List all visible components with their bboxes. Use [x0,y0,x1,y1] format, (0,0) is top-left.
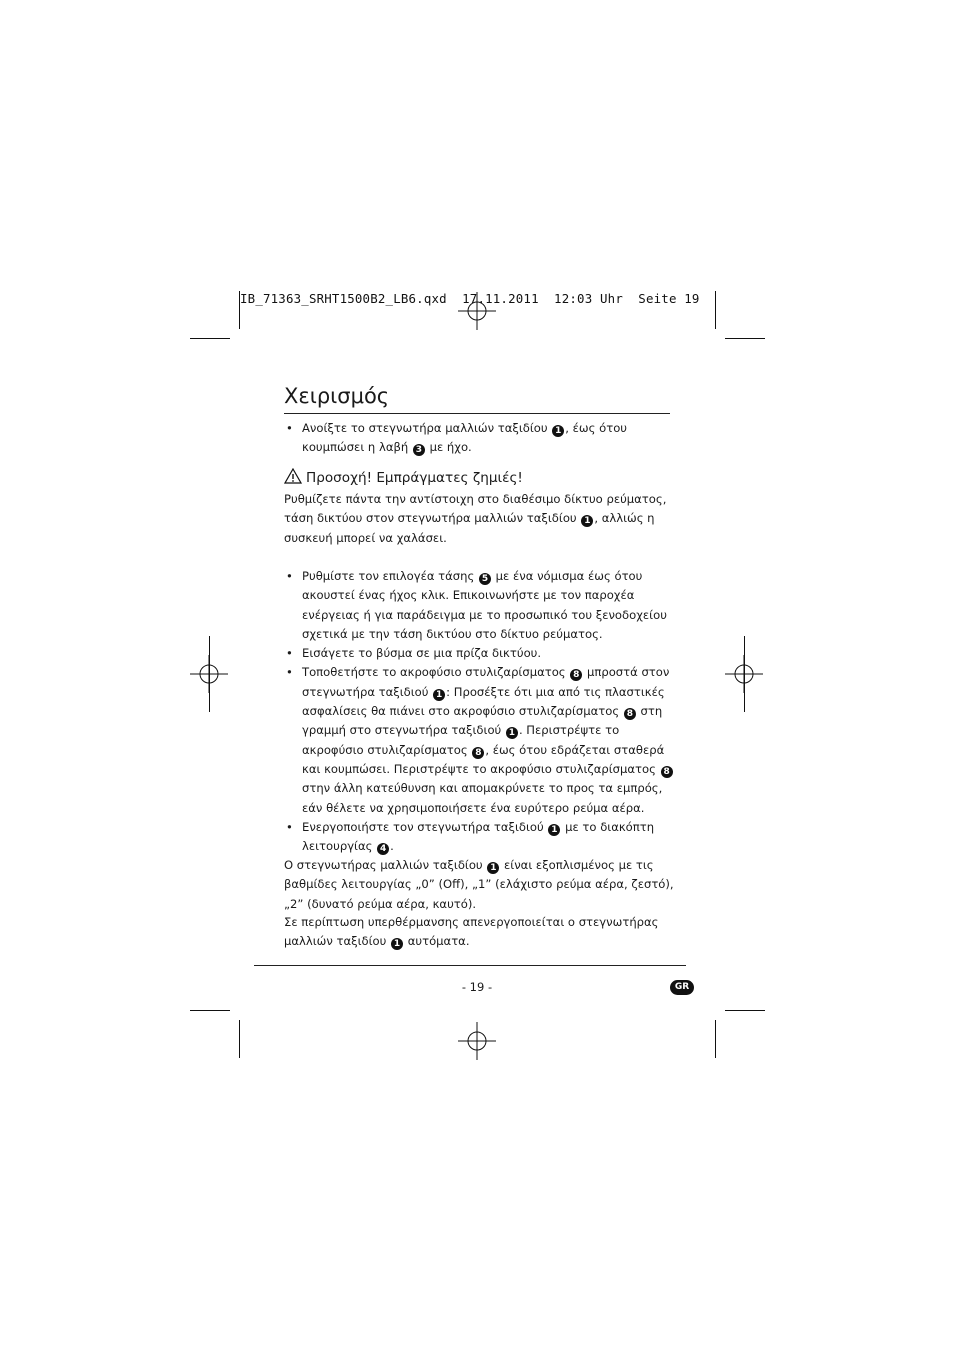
intro-list [284,419,674,458]
page-number: - 19 - [461,980,493,994]
crop-mark [715,291,716,329]
part-number-badge: 1 [552,425,564,437]
part-number-badge: 1 [487,862,499,874]
part-number-badge: 8 [661,766,673,778]
part-number-badge: 1 [506,727,518,739]
title-rule [284,413,670,414]
page-title: Χειρισμός [284,384,390,408]
part-number-badge: 1 [433,689,445,701]
part-number-badge: 8 [624,708,636,720]
part-number-badge: 1 [581,515,593,527]
operation-levels-paragraph: Ο στεγνωτήρας μαλλιών ταξιδίου 1 είναι εξοπλισμένος με τις βαθμίδες λειτουργίας „0” (Off), „1” (ελάχιστο ρεύμα αέρα, ζεστό), „2” (δυνατό ρεύμα αέρα, καυτό). [284,858,674,911]
footer-rule [254,965,686,966]
part-number-badge: 1 [548,824,560,836]
warning-heading: Προσοχή! Εμπράγματες ζημιές! [284,468,523,486]
list-item: • Εισάγετε το βύσμα σε μια πρίζα δικτύου. [284,644,674,663]
crop-mark [744,636,745,712]
list-item: • Ενεργοποιήστε τον στεγνωτήρα ταξιδιού 1 με το διακόπτη λειτουργίας 4 . [284,818,674,857]
overheat-paragraph: Σε περίπτωση υπερθέρμανσης απενεργοποιείται ο στεγνωτήρας μαλλιών ταξιδίου 1 αυτόματα. [284,915,659,950]
language-badge: GR [670,980,694,995]
part-number-badge: 1 [391,938,403,950]
list-item: • Ανοίξτε το στεγνωτήρα μαλλιών ταξιδίου 1 , έως ότου κουμπώσει η λαβή 3 με ήχο. [284,419,674,458]
crop-mark [190,1010,230,1011]
registration-mark-icon [458,1022,496,1060]
steps-list [284,567,674,856]
part-number-badge: 4 [377,843,389,855]
warning-triangle-icon [284,468,302,484]
list-item: • Τοποθετήστε το ακροφύσιο στυλιζαρίσματος 8 μπροστά στον στεγνωτήρα ταξιδιού 1 : Προσέξτε ότι μια από τις πλαστικές ασφαλίσεις θα πιάνει στο ακροφύσιο στυλιζαρίσματος 8 στη γραμμή στο στεγνωτήρα ταξιδιού 1 . Περιστρέψτε το ακροφύσιο στυλιζαρίσματος 8 , έως ότου εδράζεται σταθερά και κουμπώσει. Περιστρέψτε το ακροφύσιο στυλιζαρίσματος 8 στην άλλη κατεύθυνση και απομακρύνετε το προς τα εμπρός, εάν θέλετε να χρησιμοποιήσετε ένα ευρύτερο ρεύμα αέρα. [284,663,674,817]
warning-text: Ρυθμίζετε πάντα την αντίστοιχη στο διαθέσιμο δίκτυο ρεύματος, τάση δικτύου στον στεγνωτήρα μαλλιών ταξιδίου 1 , αλλιώς η συσκευή μπορεί να χαλάσει. [284,492,667,545]
crop-mark [715,1020,716,1058]
crop-mark [725,338,765,339]
part-number-badge: 8 [472,747,484,759]
crop-mark [209,636,210,712]
part-number-badge: 8 [570,669,582,681]
crop-mark [725,1010,765,1011]
list-item: • Ρυθμίστε τον επιλογέα τάσης 5 με ένα νόμισμα έως ότου ακουστεί ένας ήχος κλικ. Επικοινωνήστε με τον παροχέα ενέργειας ή για παράδειγμα με το προσωπικό του ξενοδοχείου σχετικά με την τάση δικτύου στο δίκτυο ρεύματος. [284,567,674,644]
crop-mark [239,1020,240,1058]
print-slug: IB_71363_SRHT1500B2_LB6.qxd 17.11.2011 12:03 Uhr Seite 19 [240,291,700,306]
part-number-badge: 3 [413,444,425,456]
part-number-badge: 5 [479,573,491,585]
crop-mark [190,338,230,339]
